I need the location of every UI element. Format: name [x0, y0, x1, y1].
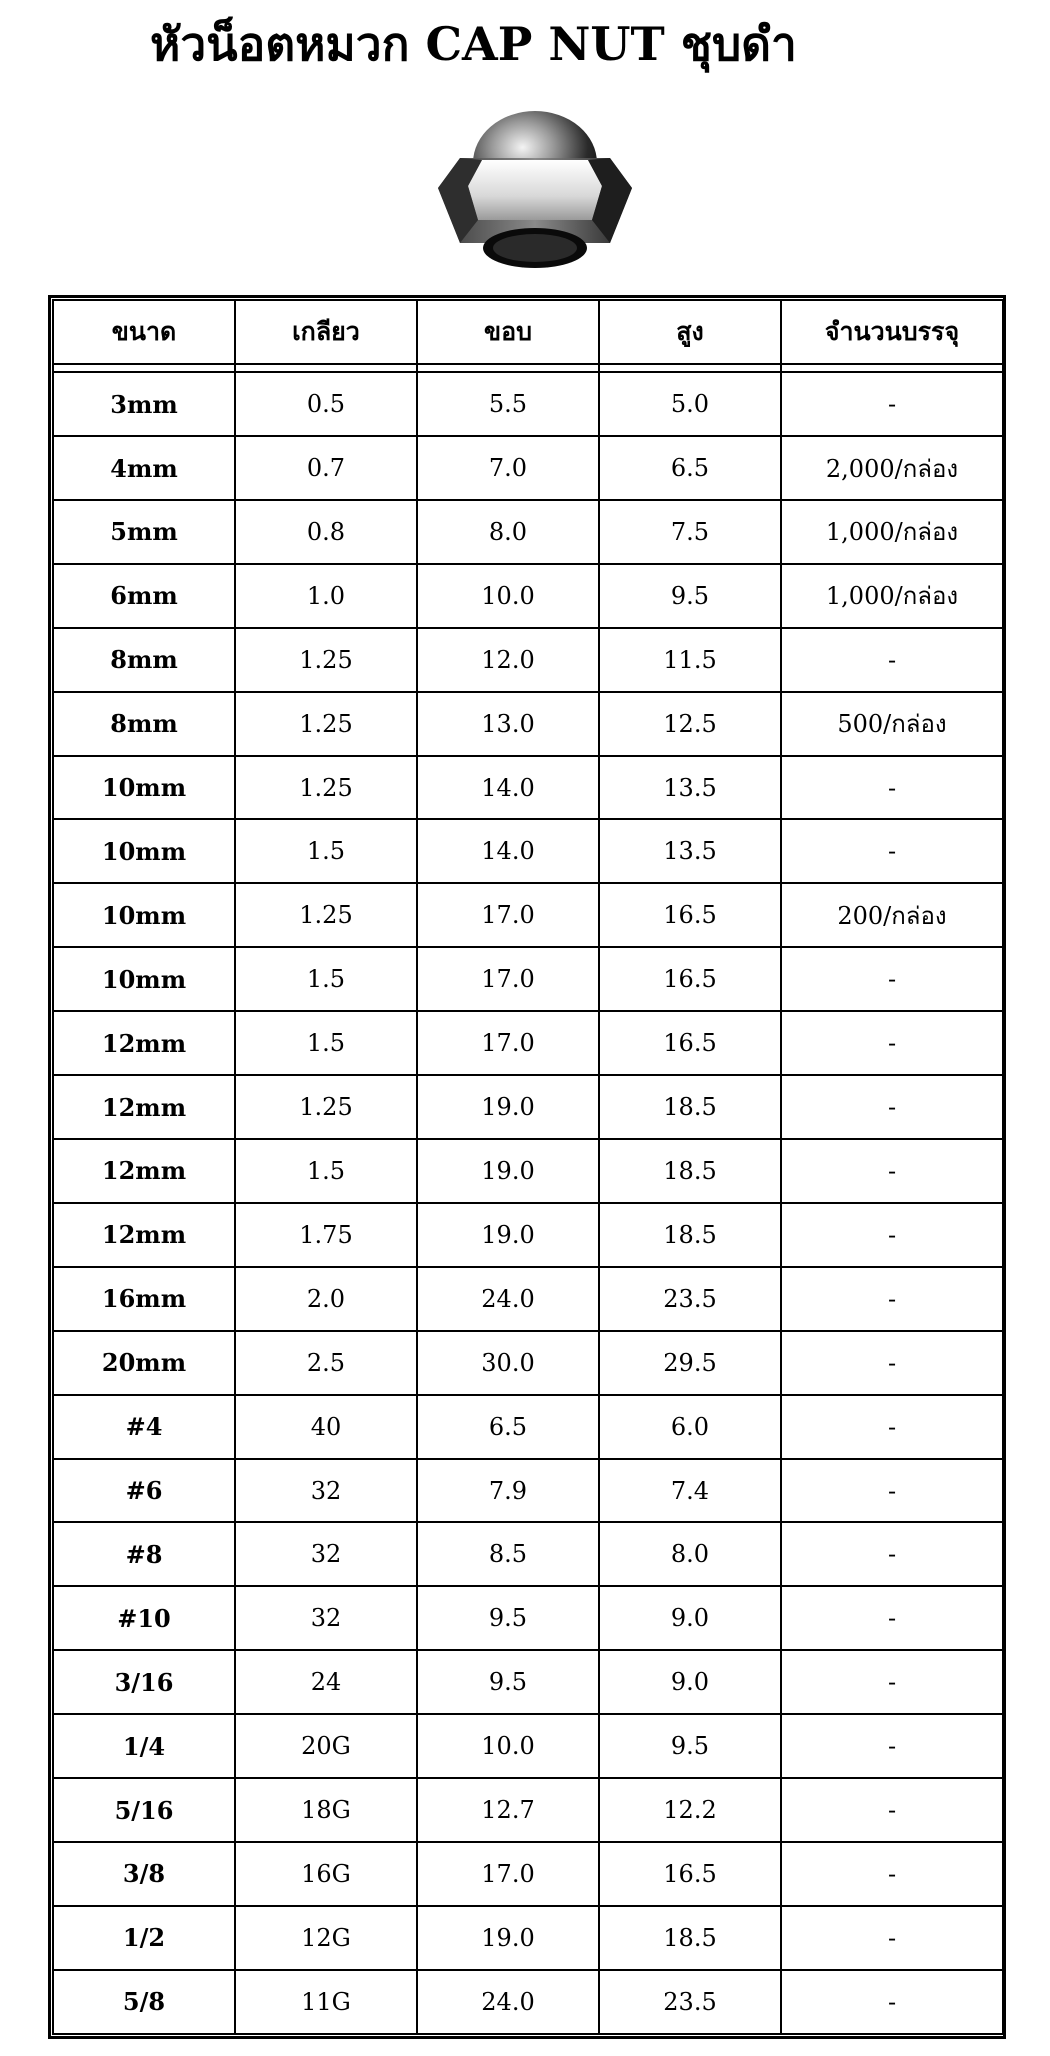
cell-quantity: - [781, 1139, 1003, 1203]
cell-size: #10 [53, 1586, 235, 1650]
cell-thread: 1.5 [235, 1011, 417, 1075]
cell-height: 6.0 [599, 1395, 781, 1459]
cell-width: 10.0 [417, 564, 599, 628]
cell-quantity: - [781, 1459, 1003, 1523]
cell-size: 16mm [53, 1267, 235, 1331]
cell-width: 30.0 [417, 1331, 599, 1395]
cell-width: 19.0 [417, 1906, 599, 1970]
cell-thread: 1.25 [235, 628, 417, 692]
cell-size: 5/8 [53, 1970, 235, 2034]
cell-thread: 12G [235, 1906, 417, 1970]
cell-width: 13.0 [417, 692, 599, 756]
table-row [53, 628, 1003, 692]
cell-width: 17.0 [417, 947, 599, 1011]
cell-height: 18.5 [599, 1906, 781, 1970]
cell-width: 7.0 [417, 436, 599, 500]
cell-size: 3/8 [53, 1842, 235, 1906]
table-header-row [53, 300, 1003, 364]
cell-quantity: - [781, 1906, 1003, 1970]
table-row [53, 1331, 1003, 1395]
cell-height: 12.5 [599, 692, 781, 756]
cell-thread: 1.25 [235, 692, 417, 756]
cell-width: 19.0 [417, 1139, 599, 1203]
cell-height: 23.5 [599, 1970, 781, 2034]
cell-thread: 0.5 [235, 372, 417, 436]
cell-size: 8mm [53, 628, 235, 692]
cell-thread: 1.5 [235, 819, 417, 883]
cell-size: 8mm [53, 692, 235, 756]
table-row [53, 756, 1003, 820]
table-row [53, 436, 1003, 500]
cell-height: 6.5 [599, 436, 781, 500]
cell-width: 8.0 [417, 500, 599, 564]
cell-thread: 2.5 [235, 1331, 417, 1395]
cell-height: 9.0 [599, 1586, 781, 1650]
cell-quantity: - [781, 1203, 1003, 1267]
cell-thread: 1.5 [235, 947, 417, 1011]
cell-height: 16.5 [599, 947, 781, 1011]
page-title: หัวน็อตหมวก CAP NUT ชุบดำ [150, 17, 797, 71]
cell-width: 17.0 [417, 1011, 599, 1075]
cell-quantity: - [781, 1586, 1003, 1650]
cell-quantity: - [781, 1331, 1003, 1395]
cell-height: 18.5 [599, 1139, 781, 1203]
cell-width: 10.0 [417, 1714, 599, 1778]
cell-width: 8.5 [417, 1522, 599, 1586]
table-row [53, 1459, 1003, 1523]
cell-size: 3mm [53, 372, 235, 436]
table-row [53, 1522, 1003, 1586]
table-row [53, 692, 1003, 756]
cell-quantity: - [781, 1970, 1003, 2034]
cell-height: 16.5 [599, 1842, 781, 1906]
cell-width: 14.0 [417, 756, 599, 820]
cell-height: 23.5 [599, 1267, 781, 1331]
cell-thread: 40 [235, 1395, 417, 1459]
cell-quantity: - [781, 819, 1003, 883]
cell-thread: 1.0 [235, 564, 417, 628]
cell-quantity: 200/กล่อง [781, 883, 1003, 947]
cell-height: 12.2 [599, 1778, 781, 1842]
cell-thread: 2.0 [235, 1267, 417, 1331]
cell-thread: 11G [235, 1970, 417, 2034]
cell-quantity: 2,000/กล่อง [781, 436, 1003, 500]
cell-thread: 32 [235, 1459, 417, 1523]
table-row [53, 1075, 1003, 1139]
cell-thread: 32 [235, 1586, 417, 1650]
table-row [53, 1970, 1003, 2034]
table-row [53, 1650, 1003, 1714]
cell-size: 10mm [53, 756, 235, 820]
cell-size: 5mm [53, 500, 235, 564]
cell-size: 12mm [53, 1011, 235, 1075]
cell-size: 20mm [53, 1331, 235, 1395]
cell-height: 18.5 [599, 1075, 781, 1139]
table-row [53, 564, 1003, 628]
cell-width: 9.5 [417, 1586, 599, 1650]
table-row [53, 947, 1003, 1011]
cell-thread: 1.75 [235, 1203, 417, 1267]
cell-size: 10mm [53, 819, 235, 883]
cell-size: #8 [53, 1522, 235, 1586]
cell-size: 3/16 [53, 1650, 235, 1714]
table-row [53, 819, 1003, 883]
cell-size: 4mm [53, 436, 235, 500]
cell-quantity: - [781, 1842, 1003, 1906]
spec-table [52, 299, 1004, 2035]
cell-width: 24.0 [417, 1970, 599, 2034]
cell-width: 12.7 [417, 1778, 599, 1842]
cell-thread: 0.8 [235, 500, 417, 564]
cell-size: 10mm [53, 947, 235, 1011]
header-thread: เกลียว [235, 300, 417, 364]
table-row [53, 1139, 1003, 1203]
table-row [53, 1906, 1003, 1970]
cell-quantity: - [781, 947, 1003, 1011]
cell-width: 19.0 [417, 1203, 599, 1267]
cell-size: 1/2 [53, 1906, 235, 1970]
table-row [53, 1778, 1003, 1842]
cell-size: 5/16 [53, 1778, 235, 1842]
cell-height: 11.5 [599, 628, 781, 692]
cell-quantity: - [781, 1267, 1003, 1331]
cell-width: 14.0 [417, 819, 599, 883]
cell-height: 16.5 [599, 1011, 781, 1075]
cell-height: 9.5 [599, 564, 781, 628]
cell-quantity: - [781, 628, 1003, 692]
header-width: ขอบ [417, 300, 599, 364]
cell-width: 6.5 [417, 1395, 599, 1459]
table-row [53, 1842, 1003, 1906]
cell-width: 12.0 [417, 628, 599, 692]
cell-thread: 32 [235, 1522, 417, 1586]
table-row [53, 372, 1003, 436]
cell-thread: 18G [235, 1778, 417, 1842]
cell-size: 1/4 [53, 1714, 235, 1778]
cell-quantity: - [781, 1075, 1003, 1139]
header-quantity: จำนวนบรรจุ [781, 300, 1003, 364]
cell-width: 19.0 [417, 1075, 599, 1139]
cell-height: 13.5 [599, 756, 781, 820]
table-row [53, 1203, 1003, 1267]
cell-quantity: - [781, 372, 1003, 436]
cell-quantity: 500/กล่อง [781, 692, 1003, 756]
cell-width: 17.0 [417, 883, 599, 947]
table-row [53, 883, 1003, 947]
cell-size: 12mm [53, 1139, 235, 1203]
cell-quantity: 1,000/กล่อง [781, 564, 1003, 628]
cell-size: 12mm [53, 1203, 235, 1267]
cell-thread: 16G [235, 1842, 417, 1906]
cell-width: 24.0 [417, 1267, 599, 1331]
cell-width: 17.0 [417, 1842, 599, 1906]
cell-quantity: - [781, 756, 1003, 820]
cell-thread: 20G [235, 1714, 417, 1778]
cell-size: #6 [53, 1459, 235, 1523]
cell-quantity: - [781, 1011, 1003, 1075]
cell-height: 5.0 [599, 372, 781, 436]
cell-height: 16.5 [599, 883, 781, 947]
table-row [53, 1395, 1003, 1459]
cell-thread: 1.25 [235, 1075, 417, 1139]
cell-height: 18.5 [599, 1203, 781, 1267]
cell-quantity: - [781, 1395, 1003, 1459]
cell-height: 7.5 [599, 500, 781, 564]
cell-height: 8.0 [599, 1522, 781, 1586]
table-row [53, 1586, 1003, 1650]
cell-quantity: - [781, 1714, 1003, 1778]
cell-quantity: 1,000/กล่อง [781, 500, 1003, 564]
cell-height: 13.5 [599, 819, 781, 883]
cell-height: 9.5 [599, 1714, 781, 1778]
header-separator [53, 364, 1003, 372]
cell-thread: 24 [235, 1650, 417, 1714]
header-size: ขนาด [53, 300, 235, 364]
table-row [53, 1714, 1003, 1778]
cell-quantity: - [781, 1650, 1003, 1714]
cell-thread: 1.5 [235, 1139, 417, 1203]
table-row [53, 1011, 1003, 1075]
table-row [53, 1267, 1003, 1331]
cell-thread: 0.7 [235, 436, 417, 500]
table-row [53, 500, 1003, 564]
cell-height: 7.4 [599, 1459, 781, 1523]
cell-width: 5.5 [417, 372, 599, 436]
cell-size: #4 [53, 1395, 235, 1459]
cap-nut-photo-icon [430, 108, 640, 273]
cell-size: 10mm [53, 883, 235, 947]
header-height: สูง [599, 300, 781, 364]
cell-height: 29.5 [599, 1331, 781, 1395]
cell-quantity: - [781, 1522, 1003, 1586]
cell-quantity: - [781, 1778, 1003, 1842]
cell-thread: 1.25 [235, 883, 417, 947]
cell-width: 9.5 [417, 1650, 599, 1714]
cell-size: 12mm [53, 1075, 235, 1139]
cell-thread: 1.25 [235, 756, 417, 820]
cell-height: 9.0 [599, 1650, 781, 1714]
cell-size: 6mm [53, 564, 235, 628]
cell-width: 7.9 [417, 1459, 599, 1523]
